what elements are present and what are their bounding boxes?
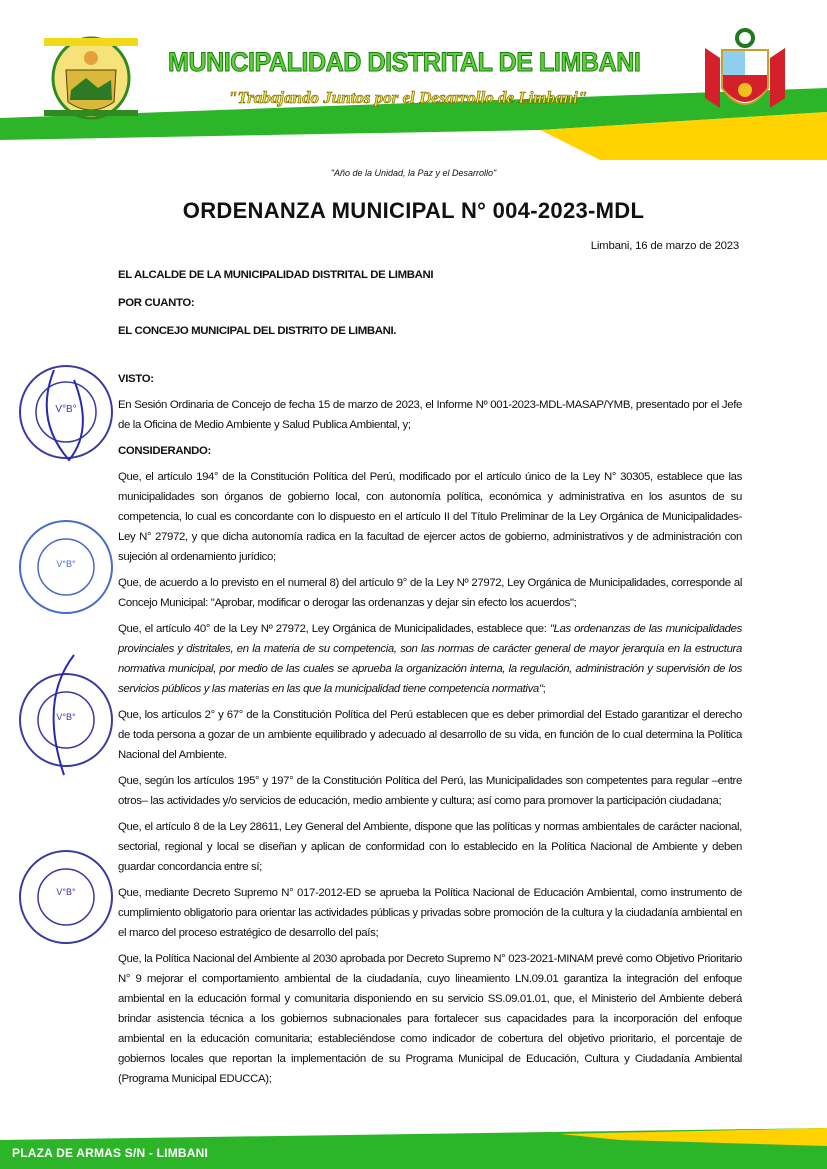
considerando-paragraph-4: Que, los artículos 2° y 67° de la Constitución Política del Perú establecen que es deber primordial del Estado garantizar el derecho de toda persona a gozar de un ambiente equilibrado y adecuado al desarrollo de su vida, en función de lo cual determina la Política Nacional del Ambiente. [118,709,742,761]
peru-national-coat-of-arms [700,28,790,124]
considerando-paragraph-5: Que, según los artículos 195° y 197° de la Constitución Política del Perú, las Municipalidades son competentes para regular –entre otros– las actividades y/o servicios de educación, medio ambiente y cultura; así como para promover la participación ciudadana; [118,775,742,807]
paragraph-3-end: ; [542,683,546,695]
considerando-heading: CONSIDERANDO: [118,445,211,457]
considerando-paragraph-6: Que, el artículo 8 de la Ley 28611, Ley General del Ambiente, dispone que las políticas y normas ambientales de carácter nacional, sectorial, regional y local se diseñan y aplican de conformidad con lo establecido en la Política Nacional de Ambiente y deben guardar concordancia entre sí; [118,821,742,873]
document-date: Limbani, 16 de marzo de 2023 [590,240,739,252]
stamp-administracion [14,360,124,470]
year-motto: "Año de la Unidad, la Paz y el Desarrollo" [330,168,497,178]
svg-text:V°B°: V°B° [56,887,76,897]
considerando-paragraph-2: Que, de acuerdo a lo previsto en el numeral 8) del artículo 9° de la Ley Nº 27972, Ley Orgánica de Municipalidades, corresponde al Concejo Municipal: "Aprobar, modificar o derogar las ordenanzas y dejar sin efecto los acuerdos"; [118,577,742,609]
paragraph-3-intro: Que, el artículo 40° de la Ley Nº 27972, Ley Orgánica de Municipalidades, establece que: [118,623,550,635]
visto-paragraph: En Sesión Ordinaria de Concejo de fecha 15 de marzo de 2023, el Informe Nº 001-2023-MDL-MASAP/YMB, presentado por el Jefe de la Oficina de Medio Ambiente y Salud Publica Ambiental, y; [118,399,742,431]
considerando-paragraph-7: Que, mediante Decreto Supremo N° 017-2012-ED se aprueba la Política Nacional de Educación Ambiental, como instrumento de cumplimiento obligatorio para orientar las actividades públicas y privadas sobre promoción de la cultura y la ciudadanía ambiental en el marco del proceso estratégico de desarrollo del país; [118,887,742,939]
svg-text:V°B°: V°B° [56,559,76,569]
considerando-paragraph-1: Que, el artículo 194° de la Constitución Política del Perú, modificado por el artículo único de la Ley N° 30305, establece que las municipalidades son órganos de gobierno local, con autonomía política, económica y administrativa en los asuntos de su competencia, lo cual es concordante con lo dispuesto en el artículo II del Título Preliminar de la Ley Orgánica de Municipalidades- Ley N° 27972, y que dicha autonomía radica en la facultad de ejercer actos de gobierno, administrativos y de administración con sujeción al ordenamiento jurídico; [118,471,742,563]
municipality-slogan: "Trabajando Juntos por el Desarrollo de Limbani" [228,88,588,107]
visto-heading: VISTO: [118,373,154,385]
stamp-planificacion-presupuesto [14,845,124,955]
svg-text:V°B°: V°B° [56,712,76,722]
considerando-paragraph-8: Que, la Política Nacional del Ambiente al 2030 aprobada por Decreto Supremo N° 023-2021-MINAM prevé como Objetivo Prioritario N° 9 mejorar el comportamiento ambiental de la ciudadanía, cuyo lineamiento LN.09.01 garantiza la integración del enfoque ambiental en la educación formal y comunitaria disponiendo en su servicio SS.09.01.01, que, el Ministerio del Ambiente deberá brindar asistencia técnica a los gobiernos subnacionales para fortalecer sus capacidades para la incorporación del enfoque ambiental en la educación comunitaria; estableciéndose como indicador de cobertura del objetivo prioritario, el porcentaje de gobiernos locales que reportan la implementación de su Programa Municipal de Educación, Cultura y Ciudadanía Ambiental (Programa Municipal EDUCCA); [118,953,742,1085]
municipality-name: MUNICIPALIDAD DISTRITAL DE LIMBANI [168,47,641,77]
stamp-secretaria-general [14,515,124,625]
concejo-heading: EL CONCEJO MUNICIPAL DEL DISTRITO DE LIMBANI. [118,325,397,337]
stamp-asesoria-juridica [14,650,124,780]
alcalde-heading: EL ALCALDE DE LA MUNICIPALIDAD DISTRITAL DE LIMBANI [118,269,434,281]
considerando-paragraph-3 [118,619,742,699]
municipal-coat-of-arms-logo [36,30,146,120]
paragraph-3-quote: "Las ordenanzas de las municipalidades provinciales y distritales, en la materia de su competencia, son las normas de carácter general de mayor jerarquía en la estructura normativa municipal, por medio de las cuales se aprueba la organización interna, la regulación, administración y supervisión de los servicios públicos y las materias en las que la municipalidad tiene competencia normativa" [118,623,742,695]
document-title: ORDENANZA MUNICIPAL N° 004-2023-MDL [182,198,645,223]
footer-address: PLAZA DE ARMAS S/N - LIMBANI [12,1146,209,1160]
svg-text:V°B°: V°B° [55,404,77,415]
document-body [118,265,742,1095]
por-cuanto-heading: POR CUANTO: [118,297,195,309]
letterhead-banner [0,0,827,160]
